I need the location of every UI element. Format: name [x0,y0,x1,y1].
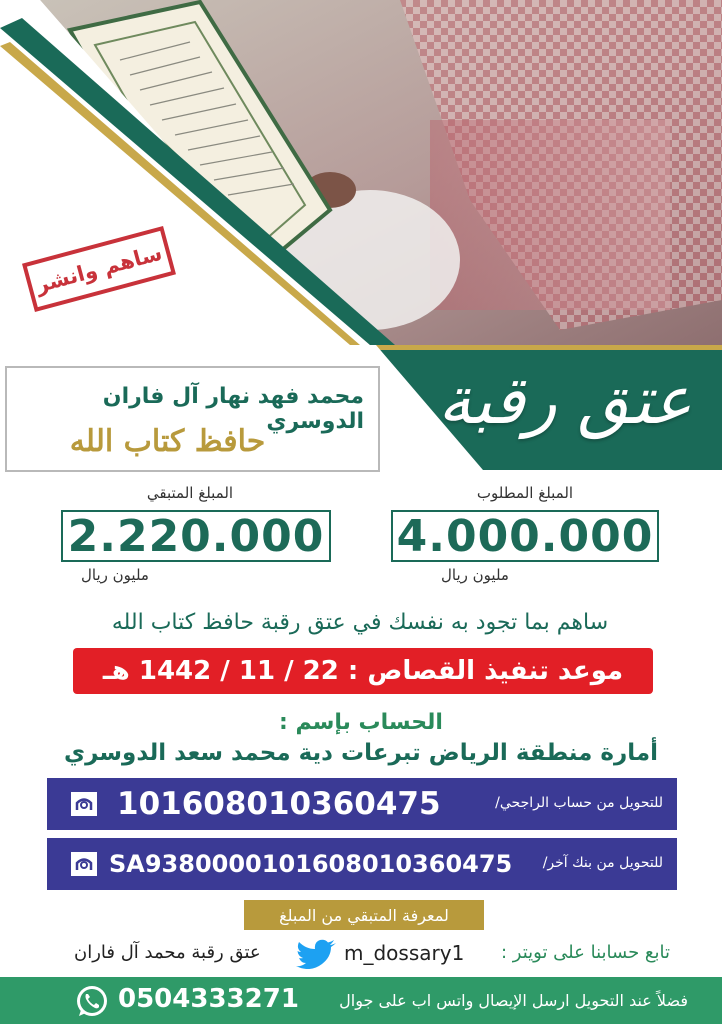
remaining-amount-badge: لمعرفة المتبقي من المبلغ [244,900,484,930]
account-heading: الحساب بإسم : [279,710,443,735]
footer-phone: 0504333271 [118,984,299,1014]
bank-logo-icon [69,790,99,818]
bank-logo-icon [69,850,99,878]
twitter-row [60,937,670,971]
twitter-account-name: عتق رقبة محمد آل فاران [74,942,261,963]
alrajhi-account-number: 101608010360475 [117,786,441,822]
twitter-follow-text: تابع حسابنا على تويتر : [500,942,670,963]
name-box [5,366,380,472]
bank-row-alrajhi [47,778,677,830]
other-bank-label: للتحويل من بنك آخر/ [542,855,663,871]
twitter-handle: m_dossary1 [344,941,465,965]
stamp-text: ساهم وانشر [33,240,165,298]
alrajhi-label: للتحويل من حساب الراجحي/ [495,795,663,811]
campaign-title: عتق رقبة [437,362,693,439]
whatsapp-icon [74,983,110,1019]
remaining-amount-unit: مليون ريال [81,566,149,584]
footer-bar [0,977,722,1024]
deadline-banner [73,648,653,694]
required-amount-unit: مليون ريال [441,566,509,584]
required-amount-value: 4.000.000 [391,510,659,562]
iban-number: SA9380000101608010360475 [109,850,513,878]
bank-row-other [47,838,677,890]
remaining-amount-value: 2.220.000 [61,510,331,562]
deadline-text: موعد تنفيذ القصاص : 22 / 11 / 1442 هـ [102,656,624,686]
remaining-amount-label: المبلغ المتبقي [146,484,234,502]
twitter-bird-icon [296,939,338,969]
person-subtitle: حافظ كتاب الله [69,424,266,459]
appeal-text: ساهم بما تجود به نفسك في عتق رقبة حافظ كتاب الله [111,610,609,635]
required-amount-label: المبلغ المطلوب [476,484,574,502]
footer-text: فضلاً عند التحويل ارسل الإيصال واتس اب على جوال [339,991,688,1010]
person-name: محمد فهد نهار آل فاران الدوسري [102,384,364,434]
account-name: أمارة منطقة الرياض تبرعات دية محمد سعد الدوسري [64,740,658,766]
